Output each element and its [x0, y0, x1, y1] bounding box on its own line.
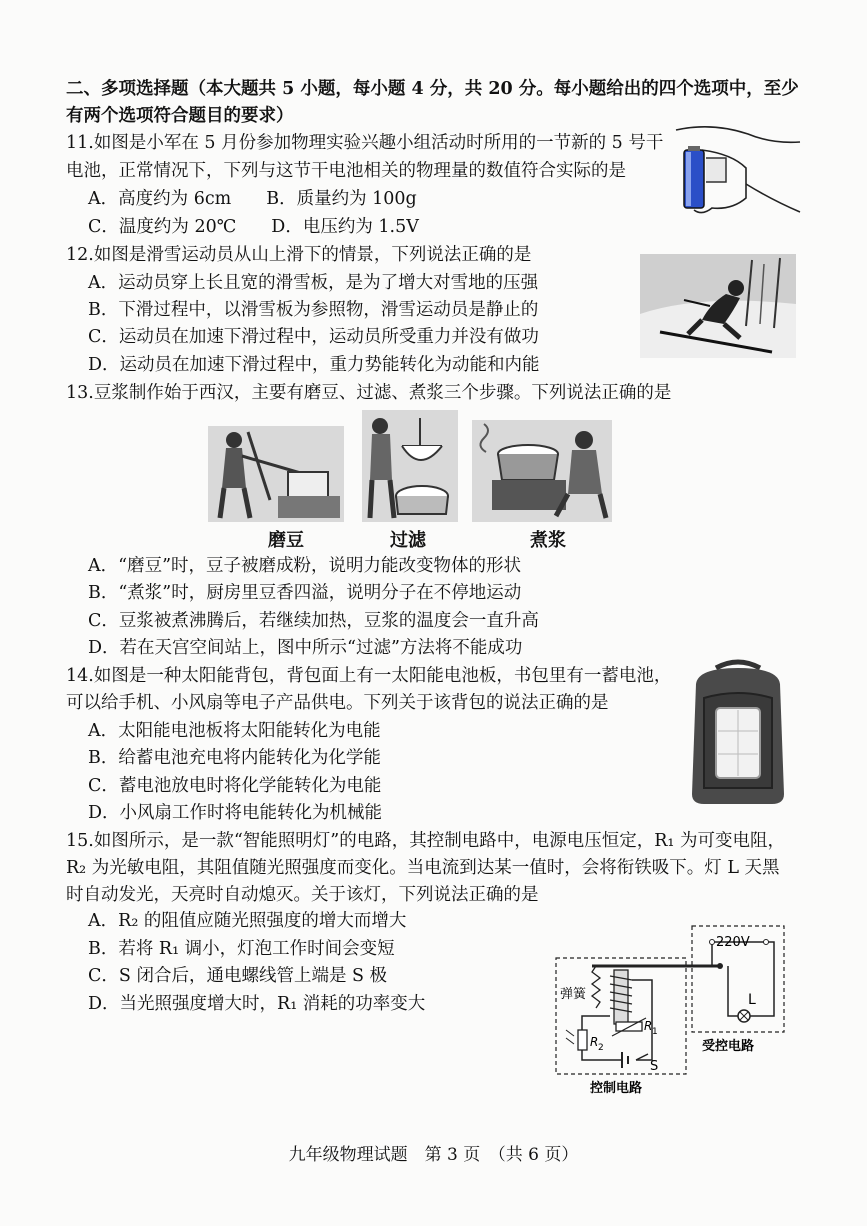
- q14-stem-line1: 14.如图是一种太阳能背包，背包面上有一太阳能电池板，书包里有一蓄电池，: [66, 666, 672, 686]
- q11-stem-line1: 11.如图是小军在 5 月份参加物理实验兴趣小组活动时所用的一节新的 5 号干: [66, 133, 664, 153]
- controlled-circuit-label: 受控电路: [702, 1039, 755, 1054]
- q11-options-row1: A．高度约为 6cm B．质量约为 100g: [88, 189, 417, 209]
- caption-grinding: 磨豆: [268, 530, 304, 551]
- solar-backpack-image: [686, 658, 790, 806]
- switch-label: S: [650, 1059, 659, 1074]
- q13-option-c: C．豆浆被煮沸腾后，若继续加热，豆浆的温度会一直升高: [88, 611, 539, 631]
- q13-option-d: D．若在天宫空间站上，图中所示“过滤”方法将不能成功: [88, 638, 523, 658]
- r1-label: R: [644, 1019, 653, 1033]
- q15-stem-line2: R₂ 为光敏电阻，其阻值随光照强度而变化。当电流到达某一值时，会将衔铁吸下。灯 L 天黑: [66, 858, 780, 878]
- q14-stem-line2: 可以给手机、小风扇等电子产品供电。下列关于该背包的说法正确的是: [66, 693, 609, 713]
- caption-boiling: 煮浆: [530, 530, 566, 551]
- q15-option-b: B．若将 R₁ 调小，灯泡工作时间会变短: [88, 939, 395, 959]
- q13-option-b: B．“煮浆”时，厨房里豆香四溢，说明分子在不停地运动: [88, 583, 522, 603]
- switch-icon: [636, 1054, 648, 1060]
- voltage-label: 220V: [716, 935, 750, 950]
- skier-photo: [640, 254, 796, 358]
- r2-photoresistor: [578, 1030, 587, 1050]
- q13-stem: 13.豆浆制作始于西汉，主要有磨豆、过滤、煮浆三个步骤。下列说法正确的是: [66, 383, 672, 403]
- circuit-diagram: [552, 920, 792, 1096]
- q12-option-b: B．下滑过程中，以滑雪板为参照物，滑雪运动员是静止的: [88, 300, 539, 320]
- r1-subscript: 1: [652, 1027, 658, 1037]
- q13-option-a: A．“磨豆”时，豆子被磨成粉，说明力能改变物体的形状: [88, 556, 522, 576]
- q15-option-c: C．S 闭合后，通电螺线管上端是 S 极: [88, 966, 388, 986]
- boiling-pulp-image: [472, 420, 612, 522]
- page-footer: 九年级物理试题 第 3 页 （共 6 页）: [288, 1145, 579, 1165]
- q15-option-d: D．当光照强度增大时，R₁ 消耗的功率变大: [88, 994, 426, 1014]
- q14-option-a: A．太阳能电池板将太阳能转化为电能: [88, 721, 381, 741]
- q14-option-c: C．蓄电池放电时将化学能转化为电能: [88, 776, 382, 796]
- q14-option-d: D．小风扇工作时将电能转化为机械能: [88, 803, 383, 823]
- caption-filtering: 过滤: [390, 530, 426, 551]
- q14-option-b: B．给蓄电池充电将内能转化为化学能: [88, 748, 381, 768]
- spring-icon: [592, 966, 600, 1008]
- control-circuit-label: 控制电路: [590, 1081, 643, 1096]
- battery-in-hand-image: [672, 124, 804, 220]
- r2-label: R: [590, 1035, 599, 1049]
- section-heading-line1: 二、多项选择题（本大题共 5 小题，每小题 4 分，共 20 分。每小题给出的四个选项中，至少: [66, 79, 799, 99]
- spring-label: 弹簧: [560, 987, 587, 1002]
- q11-stem-line2: 电池，正常情况下，下列与这节干电池相关的物理量的数值符合实际的是: [66, 161, 626, 181]
- section-heading-line2: 有两个选项符合题目的要求）: [66, 106, 294, 126]
- q12-stem: 12.如图是滑雪运动员从山上滑下的情景，下列说法正确的是: [66, 245, 532, 265]
- q15-stem-line1: 15.如图所示，是一款“智能照明灯”的电路，其控制电路中，电源电压恒定，R₁ 为可变电阻，: [66, 831, 785, 851]
- lamp-label: L: [748, 992, 756, 1008]
- q15-option-a: A．R₂ 的阻值应随光照强度的增大而增大: [88, 911, 407, 931]
- q12-option-d: D．运动员在加速下滑过程中，重力势能转化为动能和内能: [88, 355, 540, 375]
- grinding-beans-image: [208, 426, 344, 522]
- r2-subscript: 2: [598, 1043, 604, 1053]
- q11-options-row2: C．温度约为 20℃ D．电压约为 1.5V: [88, 217, 419, 237]
- q15-stem-line3: 时自动发光，天亮时自动熄灭。关于该灯，下列说法正确的是: [66, 885, 539, 905]
- q12-option-c: C．运动员在加速下滑过程中，运动员所受重力并没有做功: [88, 327, 539, 347]
- q12-option-a: A．运动员穿上长且宽的滑雪板，是为了增大对雪地的压强: [88, 273, 539, 293]
- filtering-image: [362, 410, 458, 522]
